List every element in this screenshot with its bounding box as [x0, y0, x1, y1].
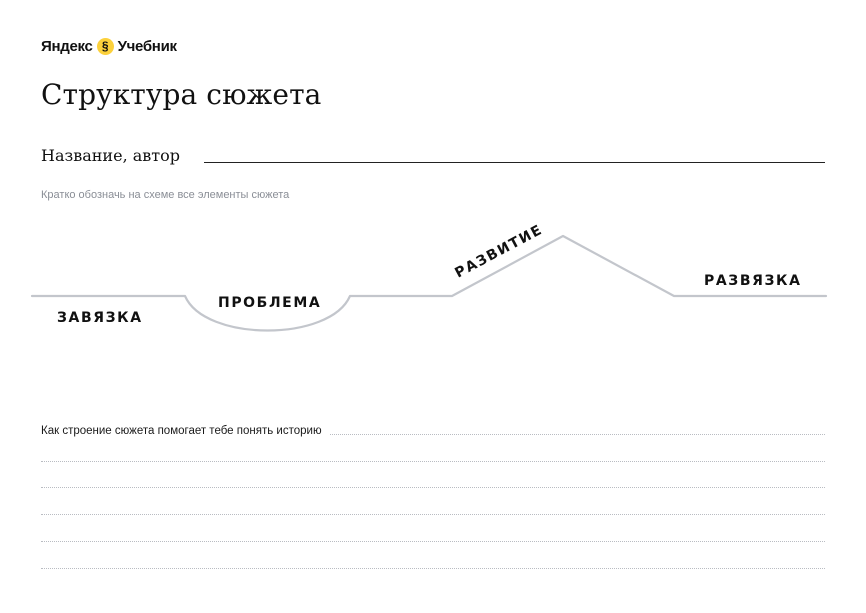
page-title: Структура сюжета — [41, 78, 322, 111]
logo-text-uchebnik: Учебник — [117, 37, 177, 55]
logo-text-yandex: Яндекс — [41, 37, 93, 55]
answer-line-5[interactable] — [41, 541, 825, 542]
question-text: Как строение сюжета помогает тебе понять историю — [41, 425, 330, 437]
instruction-hint: Кратко обозначь на схеме все элементы сюжета — [41, 189, 290, 201]
label-razvyazka: РАЗВЯЗКА — [704, 273, 802, 289]
name-author-label: Название, автор — [41, 146, 181, 165]
answer-line-3[interactable] — [41, 487, 825, 488]
answer-line-4[interactable] — [41, 514, 825, 515]
label-zavyazka: ЗАВЯЗКА — [57, 310, 143, 326]
label-razvitie: РАЗВИТИЕ — [452, 221, 546, 282]
logo-badge-icon: § — [97, 38, 114, 55]
label-problema: ПРОБЛЕМА — [218, 295, 322, 311]
answer-line-6[interactable] — [41, 568, 825, 569]
answer-line-2[interactable] — [41, 461, 825, 462]
